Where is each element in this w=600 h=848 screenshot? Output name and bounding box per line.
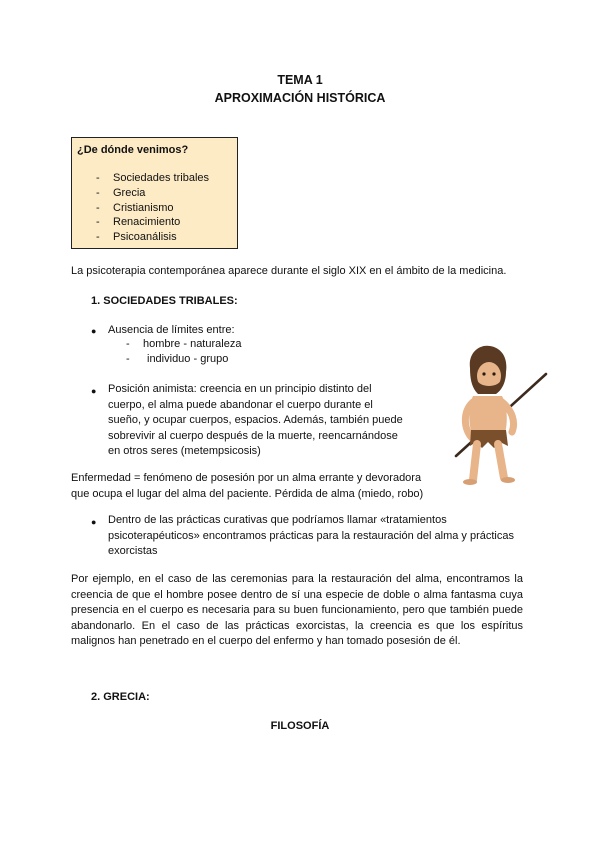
section-1-heading: 1. SOCIEDADES TRIBALES: — [91, 295, 238, 307]
list-item: - hombre - naturaleza — [126, 338, 242, 350]
illness-paragraph: Enfermedad = fenómeno de posesión por un alma errante y devoradora que ocupa el lugar del alma del paciente. Pérdida de alma (miedo, robo) — [71, 472, 424, 500]
list-item: - individuo - grupo — [126, 353, 229, 365]
summary-box — [71, 137, 238, 249]
example-paragraph: Por ejemplo, en el caso de las ceremonias para la restauración del alma, encontramos la creencia de que el hombre posee dentro de sí una especie de doble o alma fantasma cuya presencia en el cuerpo es necesaria para su buen funcionamiento, pero que también puede abandonarlo. En el caso de las prácticas exorcistas, la creencia es que los espíritus malignos han penetrado en el cuerpo del enfermo y han tomado posesión de él. — [71, 573, 523, 647]
section-2-heading: 2. GRECIA: — [91, 691, 150, 703]
bullet-icon: ● — [91, 326, 97, 336]
section-2-subheading: FILOSOFÍA — [270, 720, 330, 732]
list-item: - Renacimiento — [96, 216, 181, 229]
list-item: - Psicoanálisis — [96, 231, 177, 244]
intro-paragraph: La psicoterapia contemporánea aparece durante el siglo XIX en el ámbito de la medicina. — [71, 265, 507, 277]
summary-list — [96, 171, 209, 245]
summary-heading: ¿De dónde venimos? — [77, 144, 189, 156]
list-item: - Sociedades tribales — [96, 172, 210, 184]
practices-bullet-text: Dentro de las prácticas curativas que podríamos llamar «tratamientos psicoterapéuticos» encontramos prácticas para la restauración del alma y prácticas exorcistas — [108, 514, 514, 557]
animist-bullet-text: Posición animista: creencia en un principio distinto del cuerpo, el alma puede abandonar el cuerpo durante el sueño, y ocupar cuerpos, espacios. Además, también puede sobrevivir al cuerpo después de la muerte, reencarnándose en otros seres (metempsicosis) — [108, 383, 403, 457]
list-item: - Cristianismo — [96, 201, 174, 214]
caveman-illustration — [446, 340, 548, 488]
title-line-1: TEMA 1 — [277, 73, 323, 87]
bullet-icon: ● — [91, 386, 97, 396]
absence-bullet-text: Ausencia de límites entre: — [108, 324, 235, 336]
list-item: - Grecia — [96, 186, 146, 199]
title-line-2: APROXIMACIÓN HISTÓRICA — [214, 91, 386, 105]
bullet-icon: ● — [91, 517, 97, 527]
